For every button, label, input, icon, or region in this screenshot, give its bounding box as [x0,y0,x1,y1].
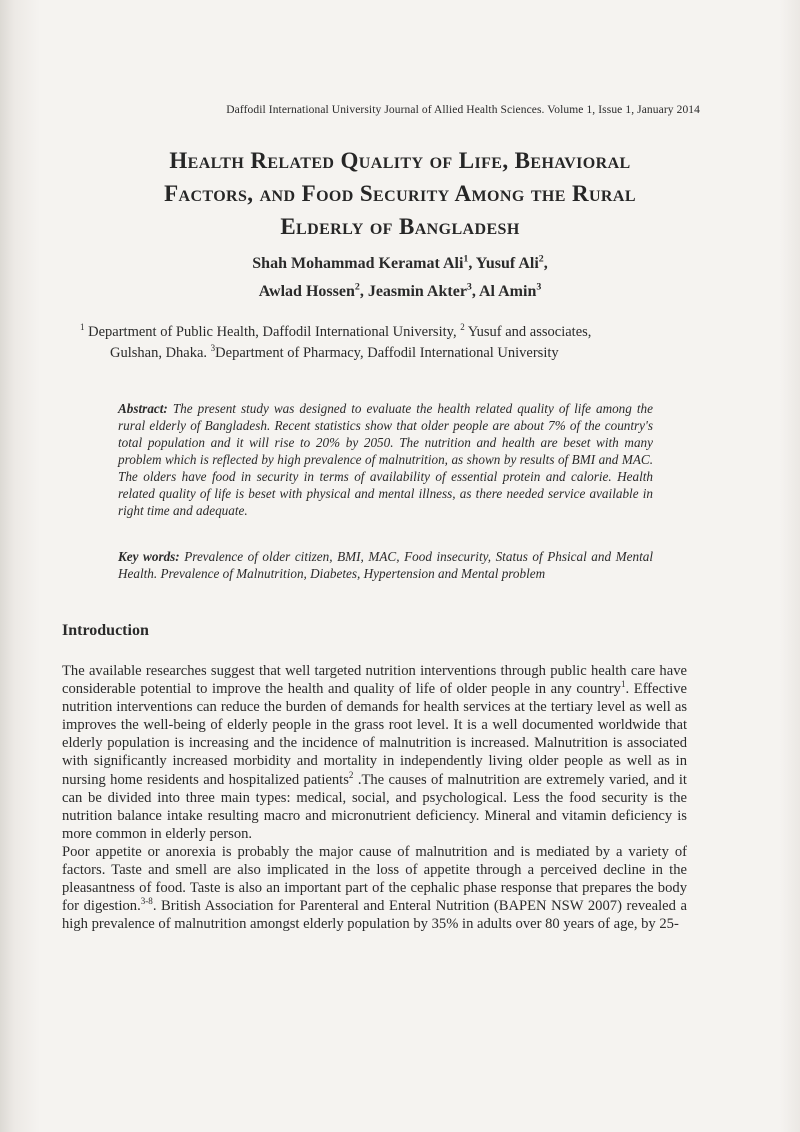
author-name: Jeasmin Akter [367,283,467,300]
keywords-label: Key words: [118,549,180,564]
running-header: Daffodil International University Journal of Allied Health Sciences. Volume 1, Issue 1, January 2014 [226,104,700,116]
author-affil-sup: 3 [466,281,472,293]
author-affil-sup: 3 [536,281,542,293]
affil-sup: 3 [210,343,216,354]
paragraph-text: . British Association for Parenteral and Enteral Nutrition (BAPEN NSW 2007) revealed a high prevalence of malnutrition amongst elderly population by 35% in adults over 80 years of age, by 25- [62,898,687,933]
affiliation-text: Gulshan, Dhaka. [110,345,211,361]
keywords-text: Prevalence of older citizen, BMI, MAC, Food insecurity, Status of Phsical and Mental Health. Prevalence of Malnutrition, Diabetes, Hypertension and Mental problem [118,549,653,581]
abstract-label: Abstract: [118,401,168,416]
paragraph-text: .The causes of malnutrition are extremely varied, and it can be divided into three main types: medical, social, and psychological. Less the food security is the nutrition balance intake resulting macro and micronutrient deficiency. Mineral and vitamin deficiency is more common in elderly person. [62,771,687,842]
affil-sup: 1 [80,322,85,333]
keywords [118,548,653,582]
affiliation-text: Department of Pharmacy, Daffodil International University [215,345,559,361]
affiliation-line-1 [80,322,700,343]
citation-sup: 3-8 [140,896,153,907]
author-name: Shah Mohammad Keramat Ali [252,255,464,272]
authors-line-2: Awlad Hossen$^2$, Jeasmin Akter$^3$, Al Amin$^3$ [258,281,542,300]
title-line-2: Factors, and Food Security Among the Rural [164,181,636,206]
article-title [40,144,760,243]
section-heading-introduction: Introduction [62,622,149,639]
author-name: Awlad Hossen [258,283,355,300]
affiliation-text: Department of Public Health, Daffodil International University, [84,324,461,340]
author-affil-sup: 2 [538,253,544,265]
abstract [118,400,653,519]
author-list [120,250,680,306]
paragraph-2 [62,843,687,933]
author-name: Yusuf Ali [475,255,539,272]
author-affil-sup: 1 [463,253,469,265]
paragraph-1 [62,662,687,843]
affiliations [80,322,700,364]
affiliation-text: Yusuf and associates, [464,324,592,340]
title-line-1: Health Related Quality of Life, Behavioral [169,148,631,173]
paragraph-text: Poor appetite or anorexia is probably the major cause of malnutrition and is mediated by a variety of factors. Taste and smell are also implicated in the loss of appetite through a perceived decline in the pleasantness of food. Taste is also an important part of the cephalic phase response that prepares the body for digestion. [62,843,687,915]
citation-sup: 1 [620,679,626,690]
authors-line-1: Shah Mohammad Keramat Ali$^1$, Yusuf Ali$^2$, [252,253,548,272]
author-affil-sup: 2 [354,281,360,293]
citation-sup: 2 [348,769,354,780]
author-name: Al Amin [479,283,537,300]
affil-sup: 2 [460,322,465,333]
paragraph-text: . Effective nutrition interventions can reduce the burden of demands for health services at the tertiary level as well as improves the well-being of elderly people in the grass root level. It is a well documented worldwide that elderly population is increasing and the incidence of malnutrition is increased. Malnutrition is associated with significantly increased morbidity and mortality in independently living older people as well as in nursing home residents and hospitalized patients [62,681,687,788]
abstract-text: The present study was designed to evaluate the health related quality of life among the rural elderly of Bangladesh. Recent statistics show that older people are about 7% of the country's total population and it will rise to 20% by 2050. The nutrition and health are beset with many problem which is reflected by high prevalence of malnutrition, as shown by results of BMI and MAC. The olders have food in security in terms of availability of essential protein and calorie. Health related quality of life is beset with physical and mental illness, as there needed service available in right time and adequate. [118,401,653,518]
affiliation-line-2 [80,343,700,364]
introduction-body [62,662,687,933]
title-line-3: Elderly of Bangladesh [280,214,520,239]
paragraph-text: The available researches suggest that well targeted nutrition interventions through public health care have considerable potential to improve the health and quality of life of older people in any country [62,663,687,698]
